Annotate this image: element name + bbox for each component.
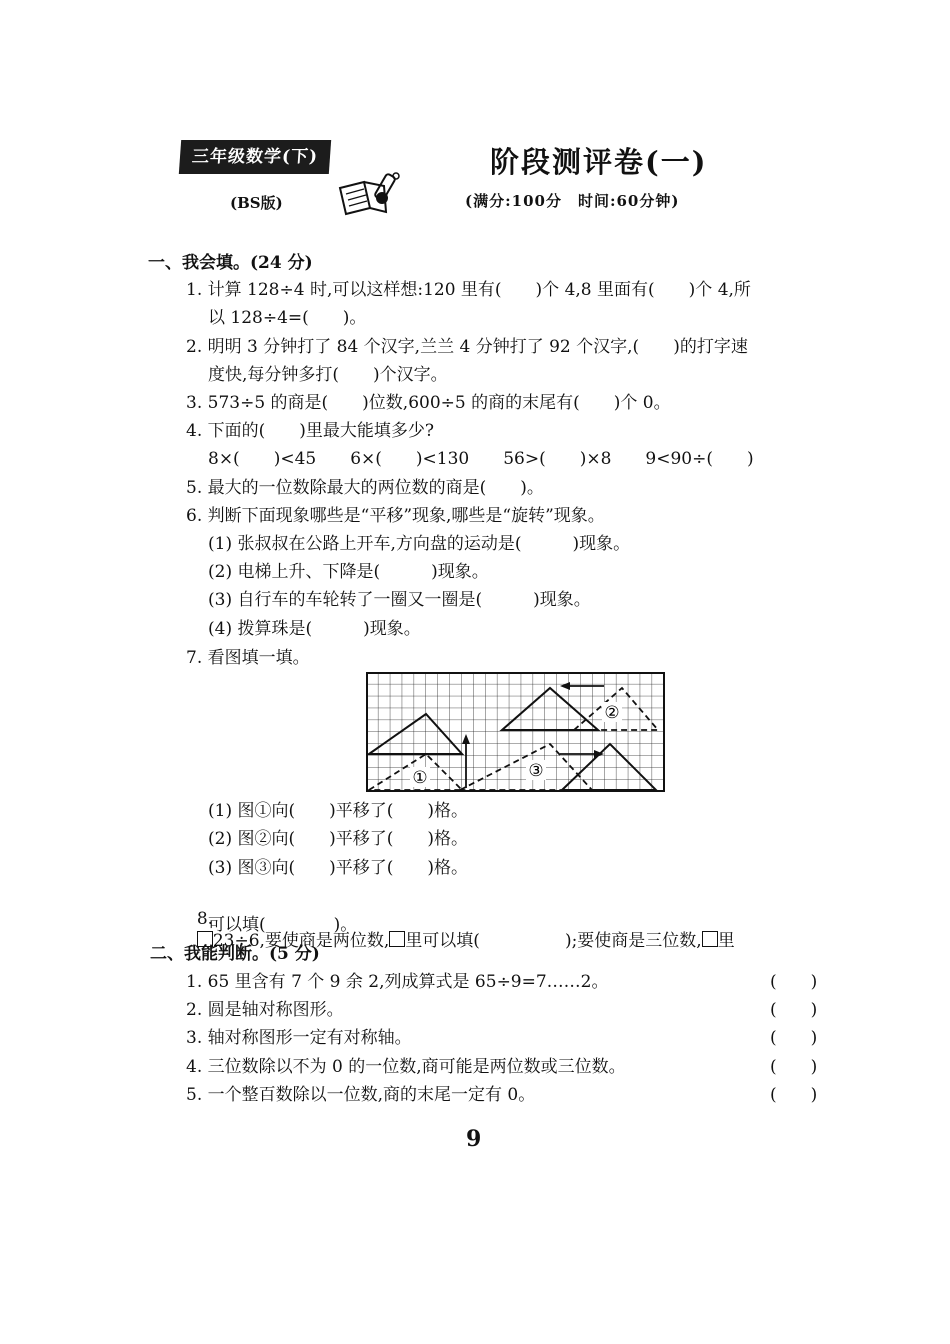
section1-heading: 一、我会填。(24 分): [148, 253, 313, 273]
q6-item1: (1) 张叔叔在公路上开车,方向盘的运动是( )现象。: [208, 534, 631, 554]
q8-part-b: 里可以填( );要使商是三位数,: [405, 931, 702, 951]
q2-line2: 度快,每分钟多打( )个汉字。: [208, 365, 448, 385]
judge-paren-2[interactable]: ( ): [770, 1000, 818, 1020]
page-title: 阶段测评卷(一): [490, 145, 708, 179]
q7-item2: (2) 图②向( )平移了( )格。: [208, 829, 469, 849]
judge-paren-1[interactable]: ( ): [770, 972, 818, 992]
q7-item3: (3) 图③向( )平移了( )格。: [208, 858, 469, 878]
q6-item2: (2) 电梯上升、下降是( )现象。: [208, 562, 489, 582]
label-shape1: ①: [412, 768, 428, 788]
section2-heading: 二、我能判断。(5 分): [150, 944, 320, 964]
q4: 4. 下面的( )里最大能填多少?: [186, 421, 435, 441]
page-number: 9: [466, 1126, 482, 1152]
q6-item4: (4) 拨算珠是( )现象。: [208, 619, 421, 639]
judge-paren-3[interactable]: ( ): [770, 1028, 818, 1048]
digit-box-2: [389, 931, 405, 947]
judge-paren-5[interactable]: ( ): [770, 1085, 818, 1105]
q8-part-a: 23÷6,要使商是两位数,: [212, 931, 390, 951]
q3: 3. 573÷5 的商是( )位数,600÷5 的商的末尾有( )个 0。: [186, 393, 671, 413]
digit-box-3: [702, 931, 718, 947]
judge-item-3: 3. 轴对称图形一定有对称轴。: [186, 1028, 412, 1048]
label-shape2: ②: [604, 703, 620, 723]
q2-line1: 2. 明明 3 分钟打了 84 个汉字,兰兰 4 分钟打了 92 个汉字,( )的打字速: [186, 337, 748, 357]
q1-line2: 以 128÷4=( )。: [208, 308, 367, 328]
grade-badge: 三年级数学(下): [179, 140, 331, 174]
edition-label: (BS版): [230, 194, 283, 212]
judge-item-1: 1. 65 里含有 7 个 9 余 2,列成算式是 65÷9=7……2。: [186, 972, 609, 992]
q8-line2: 可以填( )。: [208, 915, 358, 935]
score-time-info: (满分:100分 时间:60分钟): [465, 192, 680, 210]
q7-item1: (1) 图①向( )平移了( )格。: [208, 801, 469, 821]
q7: 7. 看图填一填。: [186, 648, 310, 668]
judge-paren-4[interactable]: ( ): [770, 1057, 818, 1077]
q6: 6. 判断下面现象哪些是“平移”现象,哪些是“旋转”现象。: [186, 506, 605, 526]
q6-item3: (3) 自行车的车轮转了一圈又一圈是( )现象。: [208, 590, 591, 610]
judge-item-4: 4. 三位数除以不为 0 的一位数,商可能是两位数或三位数。: [186, 1057, 626, 1077]
q8-number: 8.: [196, 909, 214, 929]
translation-grid-figure: [366, 672, 666, 794]
book-pen-icon: [336, 168, 406, 218]
q4-items: 8×( )<45 6×( )<130 56>( )×8 9<90÷( ): [208, 449, 754, 469]
q5: 5. 最大的一位数除最大的两位数的商是( )。: [186, 478, 544, 498]
judge-item-5: 5. 一个整百数除以一位数,商的末尾一定有 0。: [186, 1085, 536, 1105]
q8-part-c: 里: [717, 931, 735, 951]
label-shape3: ③: [528, 761, 544, 781]
judge-item-2: 2. 圆是轴对称图形。: [186, 1000, 344, 1020]
q1-line1: 1. 计算 128÷4 时,可以这样想:120 里有( )个 4,8 里面有( )个 4,所: [186, 280, 751, 300]
